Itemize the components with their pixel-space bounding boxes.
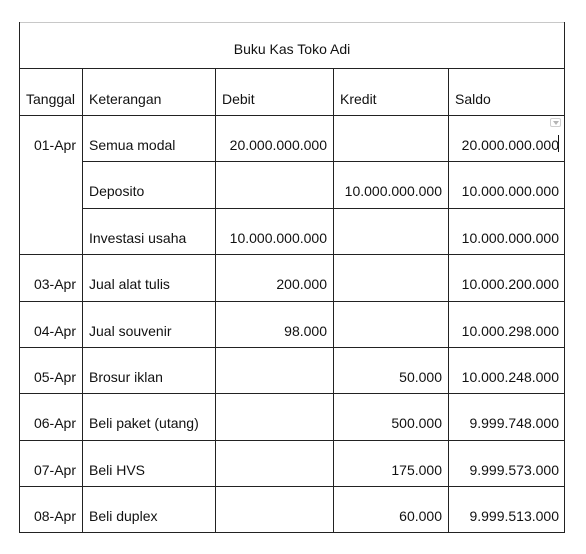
- cell-tanggal[interactable]: 03-Apr: [33, 276, 76, 292]
- cell-tanggal[interactable]: 05-Apr: [33, 369, 76, 385]
- cell-tanggal[interactable]: 04-Apr: [33, 323, 76, 339]
- cell-keterangan[interactable]: Investasi usaha: [89, 230, 187, 246]
- cell-saldo[interactable]: 10.000.248.000: [461, 369, 559, 385]
- column-separator: [215, 68, 216, 533]
- row-separator: [19, 440, 565, 441]
- cell-tanggal[interactable]: 07-Apr: [33, 462, 76, 478]
- cell-saldo[interactable]: 9.999.748.000: [469, 415, 559, 431]
- cell-saldo[interactable]: 10.000.200.000: [461, 276, 559, 292]
- row-separator: [19, 301, 565, 302]
- header-debit[interactable]: Debit: [222, 91, 255, 107]
- cell-saldo[interactable]: 10.000.298.000: [461, 323, 559, 339]
- cell-kredit[interactable]: 10.000.000.000: [344, 183, 442, 199]
- row-separator: [19, 393, 565, 394]
- column-separator: [82, 68, 83, 533]
- row-separator: [82, 208, 565, 209]
- cell-saldo[interactable]: 10.000.000.000: [461, 183, 559, 199]
- cell-saldo[interactable]: 20.000.000.000: [461, 137, 559, 153]
- table-title[interactable]: Buku Kas Toko Adi: [233, 41, 351, 57]
- cell-text-cursor: [558, 135, 559, 152]
- cell-debit[interactable]: 20.000.000.000: [229, 137, 327, 153]
- row-separator: [19, 254, 565, 255]
- cell-saldo[interactable]: 9.999.573.000: [469, 462, 559, 478]
- cell-keterangan[interactable]: Jual souvenir: [89, 323, 172, 339]
- header-tanggal[interactable]: Tanggal: [26, 91, 76, 107]
- header-saldo[interactable]: Saldo: [455, 91, 491, 107]
- cell-keterangan[interactable]: Beli paket (utang): [89, 415, 199, 431]
- cell-kredit[interactable]: 60.000: [399, 508, 442, 524]
- cell-debit[interactable]: 200.000: [276, 276, 327, 292]
- dropdown-arrow-icon[interactable]: [550, 118, 561, 127]
- cell-keterangan[interactable]: Beli duplex: [89, 508, 158, 524]
- header-bottom-line: [19, 115, 565, 116]
- cell-tanggal[interactable]: 01-Apr: [33, 137, 76, 153]
- cell-saldo[interactable]: 10.000.000.000: [461, 230, 559, 246]
- row-separator: [82, 161, 565, 162]
- column-separator: [448, 68, 449, 533]
- cell-tanggal[interactable]: 06-Apr: [33, 415, 76, 431]
- cell-keterangan[interactable]: Brosur iklan: [89, 369, 163, 385]
- cell-kredit[interactable]: 500.000: [391, 415, 442, 431]
- cell-debit[interactable]: 98.000: [284, 323, 327, 339]
- header-top-line: [19, 68, 565, 69]
- cell-keterangan[interactable]: Semua modal: [89, 137, 176, 153]
- column-separator: [333, 68, 334, 533]
- cell-keterangan[interactable]: Deposito: [89, 183, 145, 199]
- header-kredit[interactable]: Kredit: [340, 91, 377, 107]
- cell-saldo[interactable]: 9.999.513.000: [469, 508, 559, 524]
- cell-tanggal[interactable]: 08-Apr: [33, 508, 76, 524]
- cell-keterangan[interactable]: Beli HVS: [89, 462, 146, 478]
- cell-debit[interactable]: 10.000.000.000: [229, 230, 327, 246]
- header-keterangan[interactable]: Keterangan: [89, 91, 162, 107]
- cell-kredit[interactable]: 175.000: [391, 462, 442, 478]
- cell-kredit[interactable]: 50.000: [399, 369, 442, 385]
- row-separator: [19, 486, 565, 487]
- cell-keterangan[interactable]: Jual alat tulis: [89, 276, 170, 292]
- row-separator: [19, 347, 565, 348]
